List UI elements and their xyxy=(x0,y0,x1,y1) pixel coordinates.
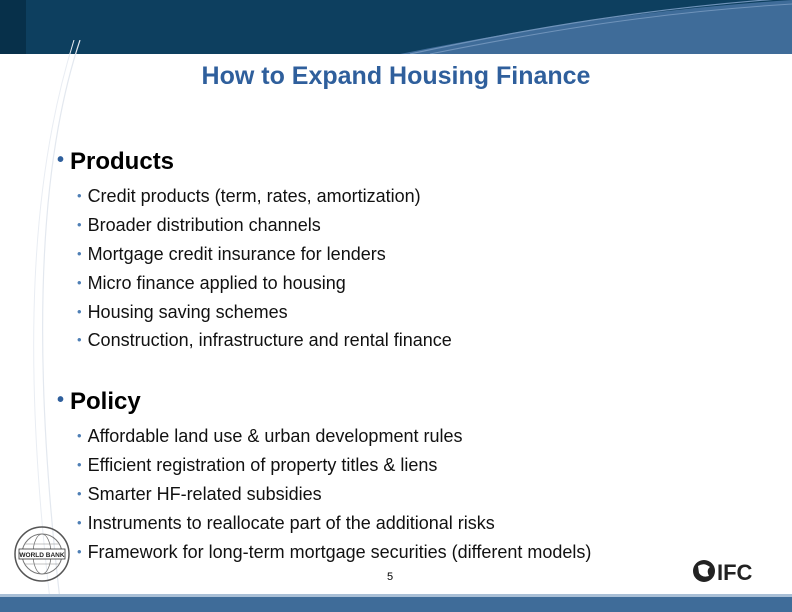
list-item: • Instruments to reallocate part of the additional risks xyxy=(77,512,495,533)
header-band xyxy=(0,0,792,54)
bullet-icon: • xyxy=(57,149,65,171)
list-item: • Smarter HF-related subsidies xyxy=(77,483,322,504)
list-item: • Affordable land use & urban development rules xyxy=(77,426,463,446)
bullet-icon: • xyxy=(77,245,82,261)
list-item: • Broader distribution channels xyxy=(77,214,321,235)
slide-title: How to Expand Housing Finance xyxy=(201,62,591,90)
list-item: • Construction, infrastructure and rental finance xyxy=(77,330,452,351)
bullet-icon: • xyxy=(77,485,82,501)
bullet-icon: • xyxy=(77,303,82,319)
list-item: • Credit products (term, rates, amortization) xyxy=(77,186,421,206)
section-heading-text: Policy xyxy=(70,388,141,415)
bullet-icon: • xyxy=(77,543,82,559)
world-bank-logo xyxy=(12,524,72,584)
bullet-icon: • xyxy=(77,274,82,290)
list-item: • Framework for long-term mortgage securities (different models) xyxy=(77,541,592,562)
world-bank-logo-text: WORLD BANK xyxy=(19,552,65,559)
page-number: 5 xyxy=(386,571,394,583)
ifc-logo-text: IFC xyxy=(717,560,753,585)
footer-band xyxy=(0,594,792,612)
bullet-icon: • xyxy=(77,456,82,472)
bullet-icon: • xyxy=(77,216,82,232)
bullet-icon: • xyxy=(77,514,82,530)
list-item: • Micro finance applied to housing xyxy=(77,272,346,293)
bullet-icon: • xyxy=(77,332,82,348)
list-item: • Mortgage credit insurance for lenders xyxy=(77,243,386,264)
bullet-icon: • xyxy=(77,428,82,443)
products-list xyxy=(77,182,452,355)
section-heading-products xyxy=(57,148,174,176)
ifc-logo xyxy=(690,556,760,586)
list-item: • Efficient registration of property titles & liens xyxy=(77,454,438,475)
list-item: • Housing saving schemes xyxy=(77,301,288,322)
section-heading-text: Products xyxy=(70,148,175,175)
section-heading-policy xyxy=(57,388,141,416)
bullet-icon: • xyxy=(57,389,65,411)
policy-list xyxy=(77,422,591,566)
bullet-icon: • xyxy=(77,188,82,203)
